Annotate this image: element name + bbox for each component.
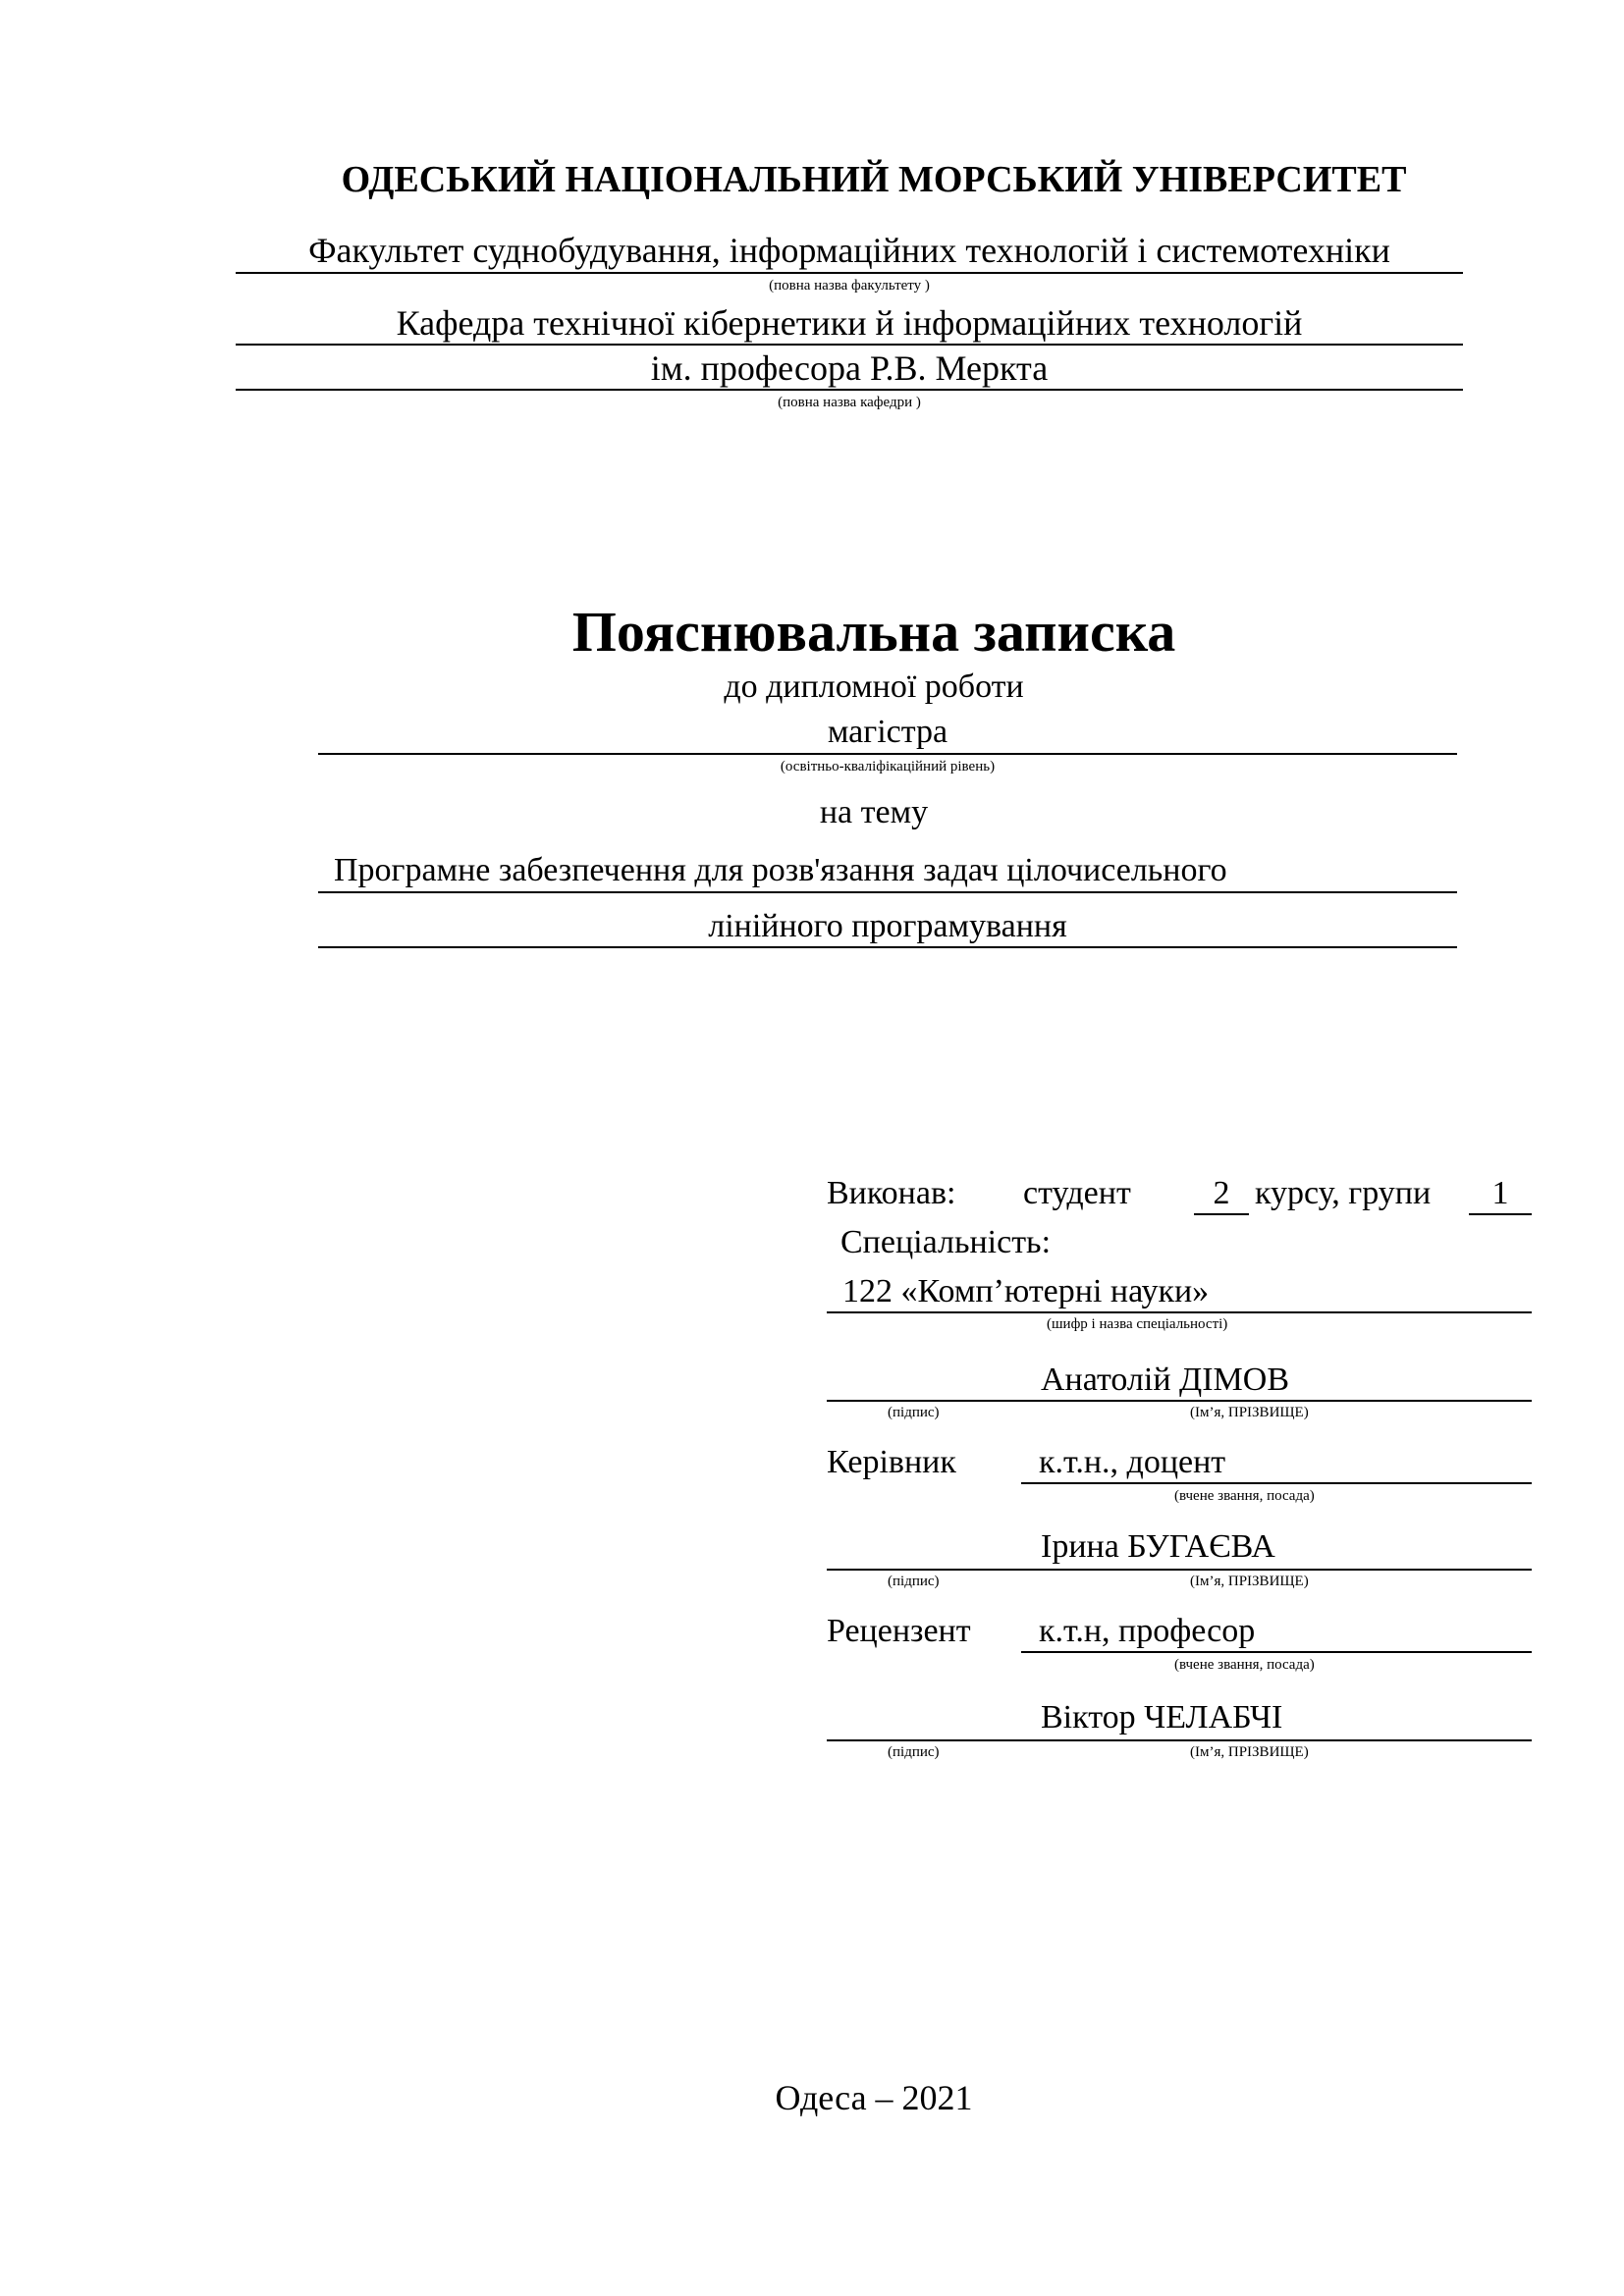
supervisor-name: Ірина БУГАЄВА (1041, 1528, 1275, 1565)
department-name-line2: ім. професора Р.В. Меркта (650, 348, 1049, 388)
supervisor-title-underline (1021, 1482, 1532, 1484)
author-signature-caption: (підпис) (888, 1405, 940, 1420)
author-name: Анатолій ДІМОВ (1041, 1362, 1290, 1398)
reviewer-name-caption: (Ім’я, ПРІЗВИЩЕ) (1190, 1744, 1309, 1760)
course-underline (1194, 1213, 1249, 1215)
specialty-label: Спеціальність: (840, 1224, 1052, 1260)
qualification-underline (318, 753, 1457, 755)
faculty-underline (236, 272, 1463, 274)
qualification-caption: (освітньо-кваліфікаційний рівень) (780, 759, 996, 774)
supervisor-signature-line (827, 1569, 1532, 1571)
reviewer-title-underline (1021, 1651, 1532, 1653)
reviewer-label: Рецензент (827, 1613, 971, 1649)
supervisor-name-caption: (Ім’я, ПРІЗВИЩЕ) (1190, 1574, 1309, 1589)
topic-underline1 (318, 891, 1457, 893)
author-label: Виконав: (827, 1175, 956, 1211)
department-underline1 (236, 344, 1463, 346)
topic-intro: на тему (819, 794, 929, 830)
supervisor-title: к.т.н., доцент (1039, 1444, 1226, 1480)
reviewer-title: к.т.н, професор (1039, 1613, 1256, 1649)
topic-line1: Програмне забезпечення для розв'язання задач цілочисельного (334, 852, 1227, 888)
department-caption: (повна назва кафедри ) (778, 395, 921, 410)
author-signature-line (827, 1400, 1532, 1402)
university-name: ОДЕСЬКИЙ НАЦІОНАЛЬНИЙ МОРСЬКИЙ УНІВЕРСИТЕТ (341, 159, 1407, 200)
qualification-level: магістра (827, 714, 948, 750)
reviewer-signature-line (827, 1739, 1532, 1741)
supervisor-signature-caption: (підпис) (888, 1574, 940, 1589)
document-subtitle: до дипломної роботи (724, 668, 1024, 705)
reviewer-name: Віктор ЧЕЛАБЧІ (1041, 1699, 1283, 1735)
topic-underline2 (318, 946, 1457, 948)
specialty-caption: (шифр і назва спеціальності) (1047, 1316, 1228, 1332)
faculty-name: Факультет суднобудування, інформаційних технологій і системотехніки (308, 231, 1390, 270)
course-group-label: курсу, групи (1255, 1175, 1432, 1211)
reviewer-title-caption: (вчене звання, посада) (1174, 1657, 1315, 1673)
department-name-line1: Кафедра технічної кібернетики й інформаційних технологій (396, 303, 1303, 343)
supervisor-label: Керівник (827, 1444, 956, 1480)
specialty-underline (827, 1311, 1532, 1313)
topic-line2: лінійного програмування (708, 908, 1067, 944)
author-role: студент (1023, 1175, 1131, 1211)
course-number: 2 (1213, 1175, 1230, 1211)
specialty-name: 122 «Комп’ютерні науки» (842, 1273, 1210, 1309)
supervisor-title-caption: (вчене звання, посада) (1174, 1488, 1315, 1504)
city-year: Одеса – 2021 (775, 2078, 973, 2117)
author-name-caption: (Ім’я, ПРІЗВИЩЕ) (1190, 1405, 1309, 1420)
document-title: Пояснювальна записка (571, 600, 1176, 664)
reviewer-signature-caption: (підпис) (888, 1744, 940, 1760)
group-underline (1469, 1213, 1532, 1215)
faculty-caption: (повна назва факультету ) (769, 278, 930, 294)
group-number: 1 (1491, 1175, 1509, 1211)
department-underline2 (236, 389, 1463, 391)
